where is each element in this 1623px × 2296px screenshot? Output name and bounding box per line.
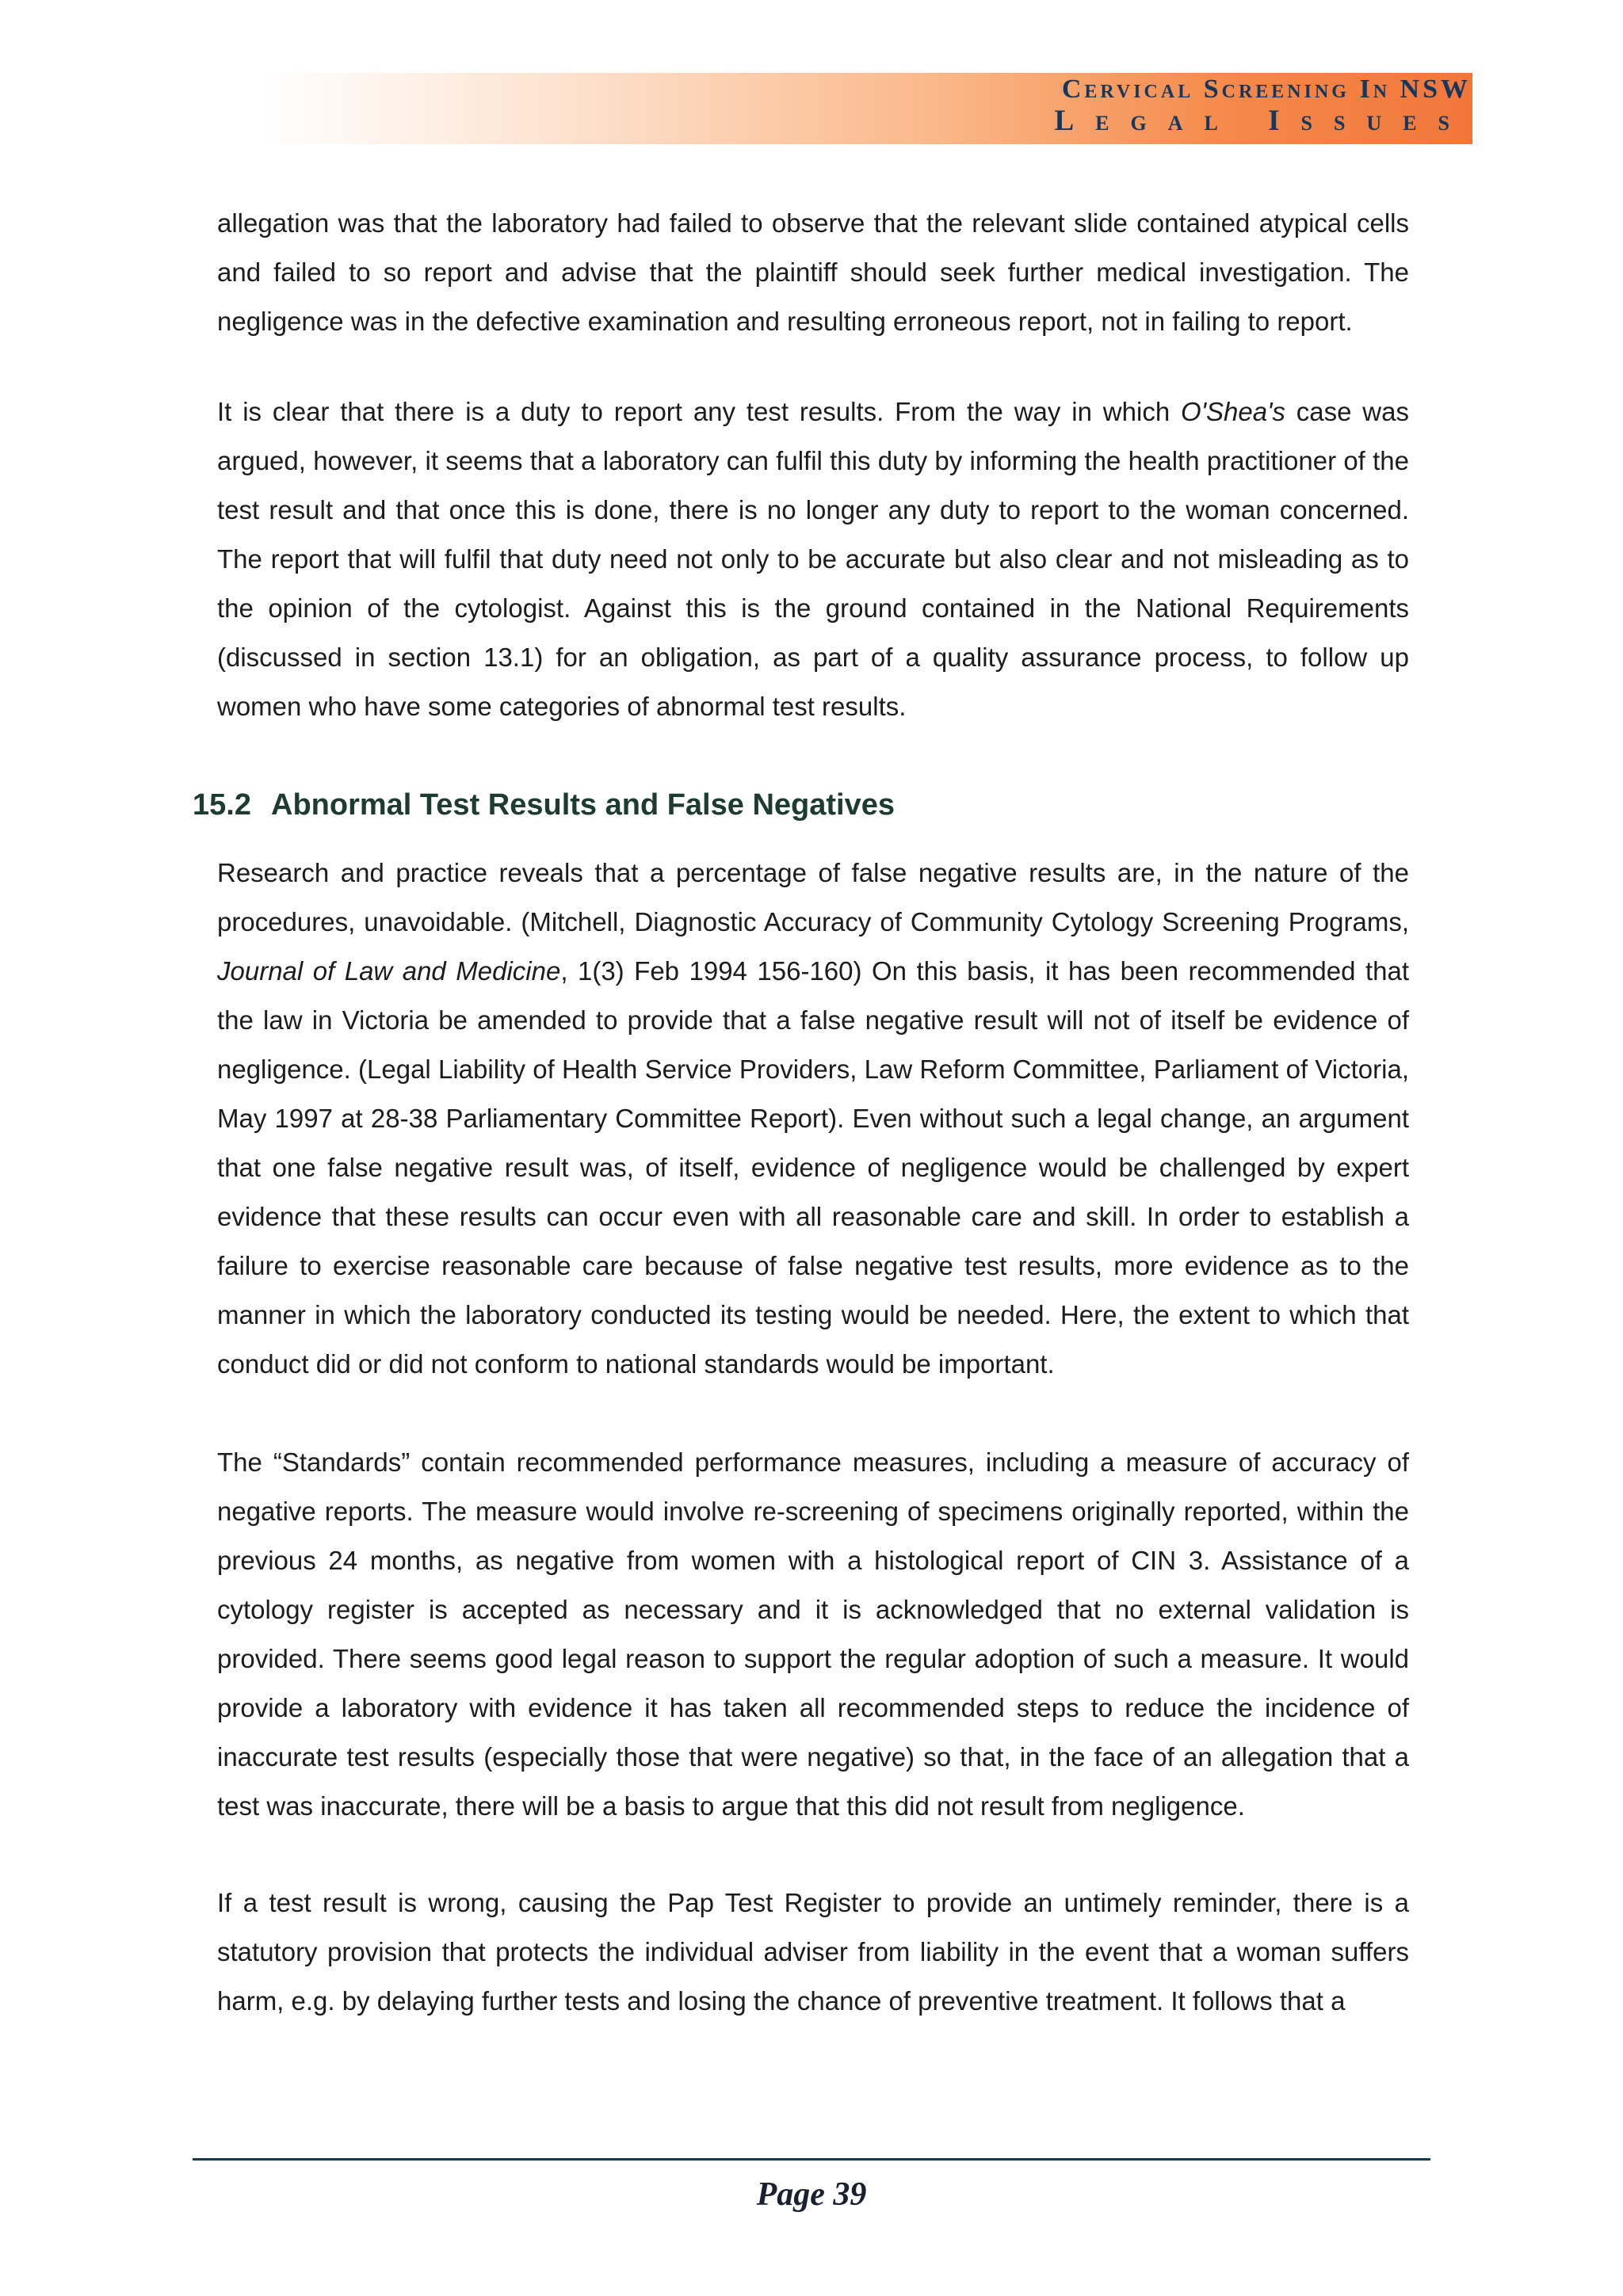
section-heading [193, 788, 895, 822]
paragraph-5 [217, 1878, 1409, 2026]
paragraph-5-text: If a test result is wrong, causing the Pap Test Register to provide an untimely reminder, there is a statutory provision that protects the individual adviser from liability in the event that a woman suffers harm, e.g. by delaying further tests and losing the chance of preventive treatment. It follows that a [217, 1888, 1409, 2016]
paragraph-4 [217, 1438, 1409, 1831]
section-number: 15.2 [193, 788, 251, 822]
paragraph-2 [217, 387, 1409, 731]
running-header [1054, 76, 1471, 135]
header-title-line1: Cervical Screening In NSW [1061, 74, 1471, 104]
paragraph-3-text-end: , 1(3) Feb 1994 156-160) On this basis, it has been recommended that the law in Victoria be amended to provide that a false negative result will not of itself be evidence of negligence. (Legal Liability of Health Service Providers, Law Reform Committee, Parliament of Victoria, May 1997 at 28-38 Parliamentary Committee Report). Even without such a legal change, an argument that one false negative result was, of itself, evidence of negligence would be challenged by expert evidence that these results can occur even with all reasonable care and skill. In order to establish a failure to exercise reasonable care because of false negative test results, more evidence as to the manner in which the laboratory conducted its testing would be needed. Here, the extent to which that conduct did or did not conform to national standards would be important. [217, 956, 1409, 1379]
case-name-italic: O'Shea's [1181, 397, 1285, 426]
section-title: Abnormal Test Results and False Negatives [271, 788, 895, 822]
paragraph-3-text-start: Research and practice reveals that a percentage of false negative results are, in the nature of the procedures, unavoidable. (Mitchell, Diagnostic Accuracy of Community Cytology Screening Programs, [217, 858, 1409, 936]
paragraph-2-text-end: case was argued, however, it seems that a laboratory can fulfil this duty by informing the health practitioner of the test result and that once this is done, there is no longer any duty to report to the woman concerned. The report that will fulfil that duty need not only to be accurate but also clear and not misleading as to the opinion of the cytologist. Against this is the ground contained in the National Requirements (discussed in section 13.1) for an obligation, as part of a quality assurance process, to follow up women who have some categories of abnormal test results. [217, 397, 1409, 721]
page-number: Page 39 [756, 2176, 867, 2213]
paragraph-1 [217, 199, 1409, 346]
header-title-line2: Legal Issues [1054, 105, 1471, 137]
journal-title-italic: Journal of Law and Medicine [217, 956, 561, 986]
paragraph-1-text: allegation was that the laboratory had failed to observe that the relevant slide contained atypical cells and failed to so report and advise that the plaintiff should seek further medical investigation. The negligence was in the defective examination and resulting erroneous report, not in failing to report. [217, 208, 1409, 336]
paragraph-2-text-start: It is clear that there is a duty to report any test results. From the way in which [217, 397, 1182, 426]
paragraph-4-text: The “Standards” contain recommended performance measures, including a measure of accuracy of negative reports. The measure would involve re-screening of specimens originally reported, within the previous 24 months, as negative from women with a histological report of CIN 3. Assistance of a cytology register is accepted as necessary and it is acknowledged that no external validation is provided. There seems good legal reason to support the regular adoption of such a measure. It would provide a laboratory with evidence it has taken all recommended steps to reduce the incidence of inaccurate test results (especially those that were negative) so that, in the face of an allegation that a test was inaccurate, there will be a basis to argue that this did not result from negligence. [217, 1447, 1409, 1821]
paragraph-3 [217, 849, 1409, 1389]
footer-divider [193, 2158, 1430, 2161]
